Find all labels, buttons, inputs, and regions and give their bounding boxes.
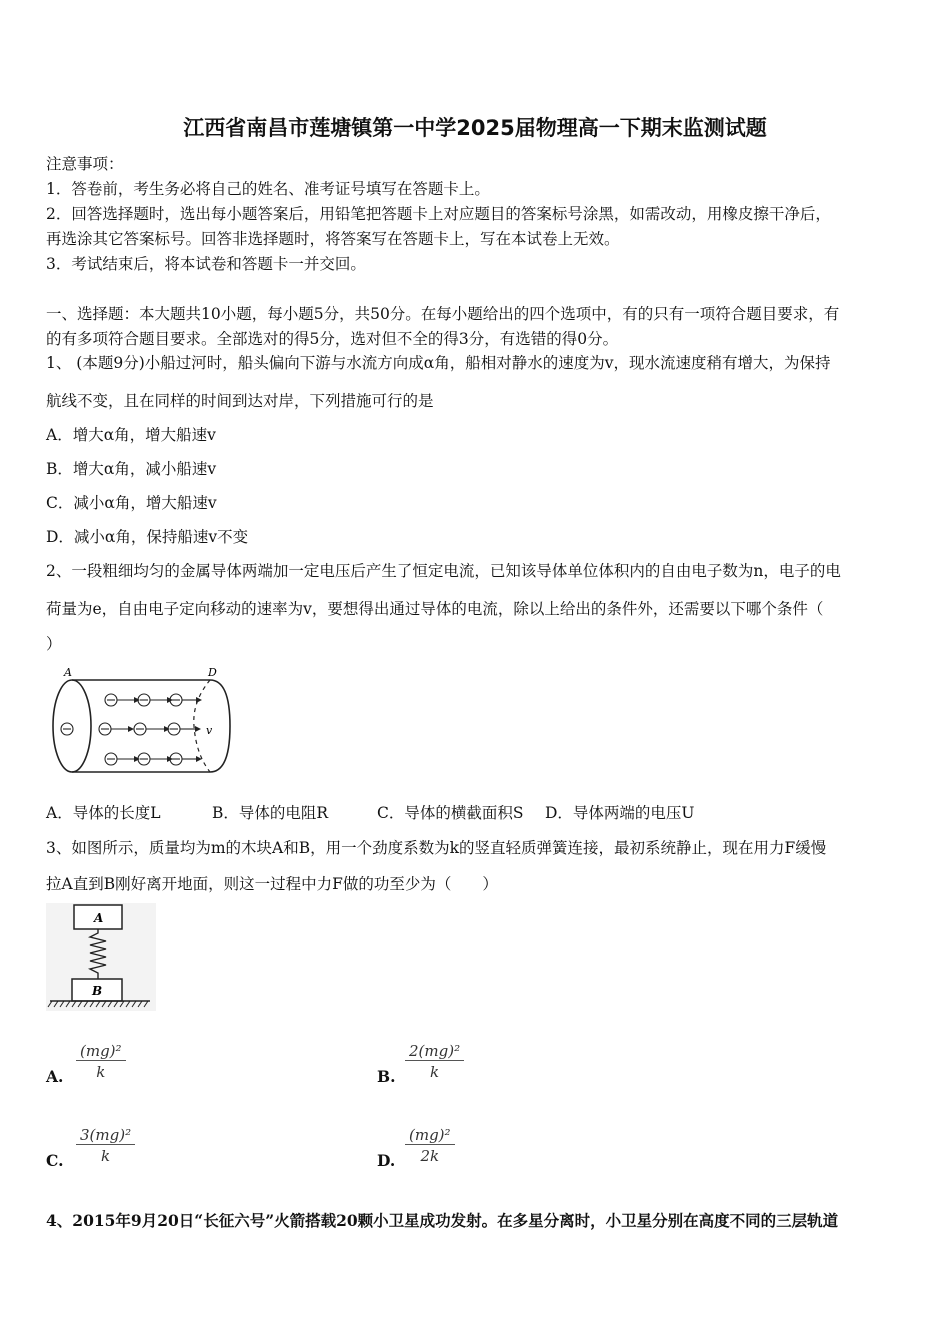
question-2-option-d: D．导体两端的电压U — [545, 804, 695, 822]
question-2-text: 2、一段粗细均匀的金属导体两端加一定电压后产生了恒定电流，已知该导体单位体积内的自由电子数为n，电子的电 — [46, 562, 841, 580]
question-3-option-d-label: D. — [377, 1151, 396, 1170]
question-2-option-b: B．导体的电阻R — [212, 804, 329, 822]
fraction-numerator: 2(mg)² — [405, 1042, 464, 1061]
question-1-option-a: A．增大α角，增大船速v — [46, 426, 216, 444]
question-2-text: 荷量为e，自由电子定向移动的速率为v，要想得出通过导体的电流，除以上给出的条件外，还需要以下哪个条件（ — [46, 600, 824, 618]
question-1-text: 航线不变，且在同样的时间到达对岸，下列措施可行的是 — [46, 392, 434, 410]
fraction-denominator: k — [430, 1063, 440, 1081]
question-3-option-a-label: A. — [46, 1067, 64, 1086]
question-2-option-a: A．导体的长度L — [46, 804, 161, 822]
question-3-option-c-label: C. — [46, 1151, 64, 1170]
page-title: 江西省南昌市莲塘镇第一中学2025届物理高一下期末监测试题 — [183, 116, 767, 140]
question-3-option-d-fraction — [405, 1126, 455, 1165]
conductor-figure — [48, 662, 238, 782]
spring-blocks-figure — [46, 903, 156, 1011]
question-2-text: ） — [46, 635, 62, 653]
fraction-numerator: (mg)² — [405, 1126, 455, 1145]
question-1-option-c: C．减小α角，增大船速v — [46, 494, 217, 512]
question-1-option-b: B．增大α角，减小船速v — [46, 460, 217, 478]
question-3-text: 拉A直到B刚好离开地面，则这一过程中力F做的功至少为（ ） — [46, 875, 498, 893]
block-b-label: B — [92, 984, 103, 998]
question-2-option-c: C．导体的横截面积S — [377, 804, 524, 822]
fraction-numerator: 3(mg)² — [76, 1126, 135, 1145]
notice-item: 再选涂其它答案标号。回答非选择题时，将答案写在答题卡上，写在本试卷上无效。 — [46, 230, 620, 248]
fraction-denominator: k — [101, 1147, 111, 1165]
fraction-denominator: k — [96, 1063, 106, 1081]
question-3-option-b-fraction — [405, 1042, 464, 1081]
question-1-option-d: D．减小α角，保持船速v不变 — [46, 528, 249, 546]
question-4-text: 4、2015年9月20日“长征六号”火箭搭载20颗小卫星成功发射。在多星分离时，小卫星分别在高度不同的三层轨道 — [46, 1211, 839, 1230]
question-3-option-c-fraction — [76, 1126, 135, 1165]
fraction-numerator: (mg)² — [76, 1042, 126, 1061]
fraction-denominator: 2k — [420, 1147, 440, 1165]
notice-item: 1．答卷前，考生务必将自己的姓名、准考证号填写在答题卡上。 — [46, 180, 490, 198]
question-1-text: 1、 (本题9分)小船过河时，船头偏向下游与水流方向成α角，船相对静水的速度为v，现水流速度稍有增大，为保持 — [46, 354, 831, 372]
section-intro: 的有多项符合题目要求。全部选对的得5分，选对但不全的得3分，有选错的得0分。 — [46, 330, 619, 348]
label-d: D — [208, 666, 217, 679]
label-v: v — [206, 724, 213, 737]
block-a-label: A — [94, 911, 104, 925]
question-3-option-a-fraction — [76, 1042, 126, 1081]
notice-item: 3．考试结束后，将本试卷和答题卡一并交回。 — [46, 255, 366, 273]
label-a: A — [64, 666, 72, 679]
notice-heading: 注意事项： — [46, 155, 124, 173]
question-3-text: 3、如图所示，质量均为m的木块A和B，用一个劲度系数为k的竖直轻质弹簧连接，最初系统静止，现在用力F缓慢 — [46, 839, 827, 857]
question-3-option-b-label: B. — [377, 1067, 396, 1086]
section-intro: 一、选择题：本大题共10小题，每小题5分，共50分。在每小题给出的四个选项中，有的只有一项符合题目要求，有 — [46, 305, 840, 323]
notice-item: 2．回答选择题时，选出每小题答案后，用铅笔把答题卡上对应题目的答案标号涂黑，如需改动，用橡皮擦干净后， — [46, 205, 831, 223]
